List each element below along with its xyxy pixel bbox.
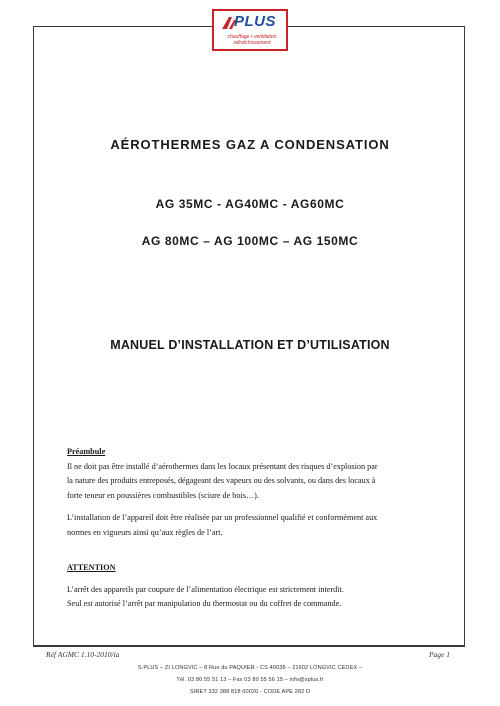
models-line-1: AG 35MC - AG40MC - AG60MC [155, 197, 345, 211]
company-contact: Tél. 03 80 55 51 13 – Fax 03 80 55 56 15 – info@splus.fr [176, 677, 324, 683]
logo-brand-text: PLUS [234, 13, 277, 30]
document-reference: Réf AGMC 1.10-2010/ia [46, 650, 120, 659]
preambule-line: L’installation de l’appareil doit être réalisée par un professionnel qualifié et conformément aux [67, 513, 378, 523]
preambule-line: normes en vigueurs ainsi qu’aux règles de l’art. [67, 527, 223, 537]
attention-heading: ATTENTION [67, 563, 116, 572]
page-number: Page 1 [428, 650, 450, 659]
attention-line: Seul est autorisé l’arrêt par manipulation du thermostat ou du coffret de commande. [67, 599, 342, 609]
attention-line: L’arrêt des appareils par coupure de l’alimentation électrique est strictement interdit. [67, 584, 344, 594]
logo-tagline-2: rafraîchissement [233, 40, 271, 46]
models-line-2: AG 80MC – AG 100MC – AG 150MC [141, 234, 359, 248]
attention-section [67, 561, 449, 612]
company-logo [212, 9, 288, 51]
preambule-line: la nature des produits entreposés, dégageant des vapeurs ou des solvants, ou dans des locaux à [67, 476, 376, 486]
preambule-line: forte teneur en poussières combustibles (sciure de bois…). [67, 490, 259, 500]
document-title: AÉROTHERMES GAZ A CONDENSATION [110, 137, 390, 152]
preambule-line: Il ne doit pas être installé d’aérothermes dans les locaux présentant des risques d’explosion par [67, 461, 378, 471]
company-address: S.PLUS – ZI LONGVIC – 8 Rue du PAQUIER - CS 40038 – 21602 LONGVIC CEDEX – [137, 665, 363, 671]
logo-tagline-1: chauffage • ventilation [227, 34, 277, 40]
preambule-section [67, 445, 449, 541]
paragraph-spacer [67, 503, 449, 511]
page-frame [33, 26, 465, 646]
footer-divider [33, 646, 465, 647]
paragraph-spacer [67, 576, 449, 583]
preambule-heading: Préambule [67, 447, 106, 456]
manual-title: MANUEL D’INSTALLATION ET D’UTILISATION [110, 338, 390, 352]
company-registration: SIRET 332 388 818 00020 - CODE APE 282 D [189, 689, 311, 695]
